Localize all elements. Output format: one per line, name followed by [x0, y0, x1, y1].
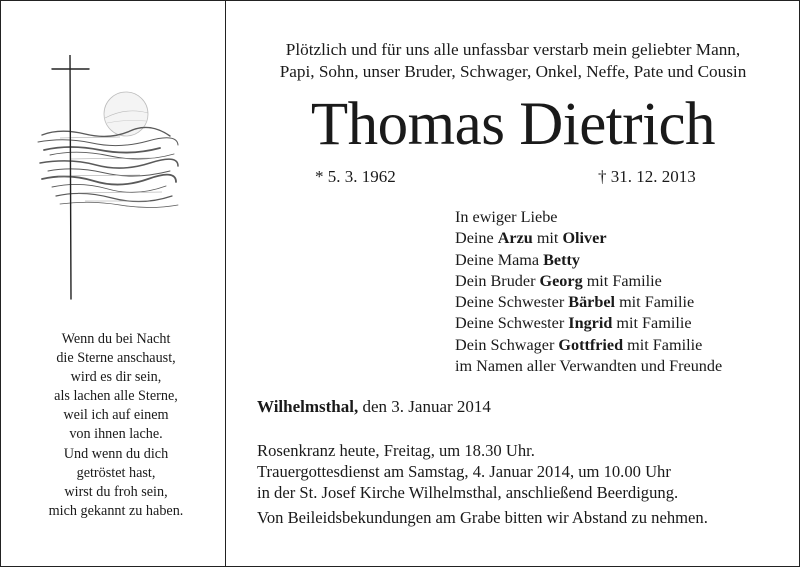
mourner-name: Oliver: [562, 229, 607, 248]
death-date: † 31. 12. 2013: [598, 167, 696, 186]
mourner-suffix: mit Familie: [612, 314, 692, 333]
service-line: in der St. Josef Kirche Wilhelmsthal, anschließend Beerdigung.: [257, 483, 679, 503]
poem-line: weil ich auf einem: [63, 407, 169, 424]
mourner-name: Georg: [539, 271, 583, 290]
place: Wilhelmsthal,: [257, 397, 359, 416]
mourner-name: Bärbel: [568, 293, 616, 312]
poem-line: getröstet hast,: [76, 464, 156, 481]
mourner-entry: [455, 228, 722, 249]
mourner-entry: [455, 292, 722, 313]
condolence-note: Von Beileidsbekundungen am Grabe bitten wir Abstand zu nehmen.: [257, 508, 708, 527]
mourner-entry: [455, 335, 722, 356]
mourner-connector: mit: [532, 229, 563, 248]
mourners-closing: im Namen aller Verwandten und Freunde: [455, 357, 723, 376]
mourner-name: Gottfried: [558, 335, 624, 354]
mourner-relation: Deine Schwester: [455, 293, 569, 312]
cross-landscape-illustration: [30, 55, 180, 305]
mourner-relation: Dein Schwager: [455, 335, 559, 354]
service-line: Rosenkranz heute, Freitag, um 18.30 Uhr.: [257, 441, 535, 460]
mourner-suffix: mit Familie: [582, 271, 662, 290]
poem-line: wirst du froh sein,: [64, 483, 168, 500]
left-panel: [0, 0, 225, 567]
mourners-list: [455, 207, 722, 377]
date: den 3. Januar 2014: [358, 397, 491, 416]
mourner-relation: Dein Bruder: [455, 271, 540, 290]
deceased-name: Thomas Dietrich: [310, 91, 716, 158]
birth-date: * 5. 3. 1962: [315, 167, 396, 186]
poem-line: Und wenn du dich: [63, 445, 169, 462]
place-and-date: [257, 397, 491, 417]
memorial-poem: [0, 330, 232, 521]
poem-line: wird es dir sein,: [70, 369, 162, 386]
mourner-relation: Deine Schwester: [455, 314, 569, 333]
mourner-suffix: mit Familie: [615, 293, 695, 312]
intro-line: Plötzlich und für uns alle unfassbar verstarb mein geliebter Mann,: [285, 40, 741, 59]
mourner-relation: Deine Mama: [455, 250, 544, 269]
service-line: Trauergottesdienst am Samstag, 4. Januar 2014, um 10.00 Uhr: [257, 462, 671, 482]
poem-line: die Sterne anschaust,: [56, 350, 176, 367]
mourner-name: Arzu: [497, 229, 533, 248]
service-details: [257, 440, 678, 503]
mourner-suffix: mit Familie: [623, 335, 703, 354]
poem-line: Wenn du bei Nacht: [61, 331, 171, 347]
mourner-entry: [455, 271, 722, 292]
mourner-name: Ingrid: [568, 314, 613, 333]
mourner-entry: [455, 250, 722, 271]
intro-line: Papi, Sohn, unser Bruder, Schwager, Onkel, Neffe, Pate und Cousin: [279, 62, 747, 81]
hills-icon: [38, 127, 178, 207]
poem-line: von ihnen lache.: [69, 426, 163, 443]
mourner-relation: Deine: [455, 229, 498, 248]
mourners-heading: In ewiger Liebe: [455, 208, 558, 226]
moon-icon: [104, 92, 148, 136]
announcement-intro: [226, 39, 800, 83]
poem-line: mich gekannt zu haben.: [48, 502, 184, 519]
mourner-name: Betty: [543, 250, 580, 269]
poem-line: als lachen alle Sterne,: [54, 388, 178, 405]
mourner-entry: [455, 313, 722, 334]
right-panel: [226, 0, 800, 567]
